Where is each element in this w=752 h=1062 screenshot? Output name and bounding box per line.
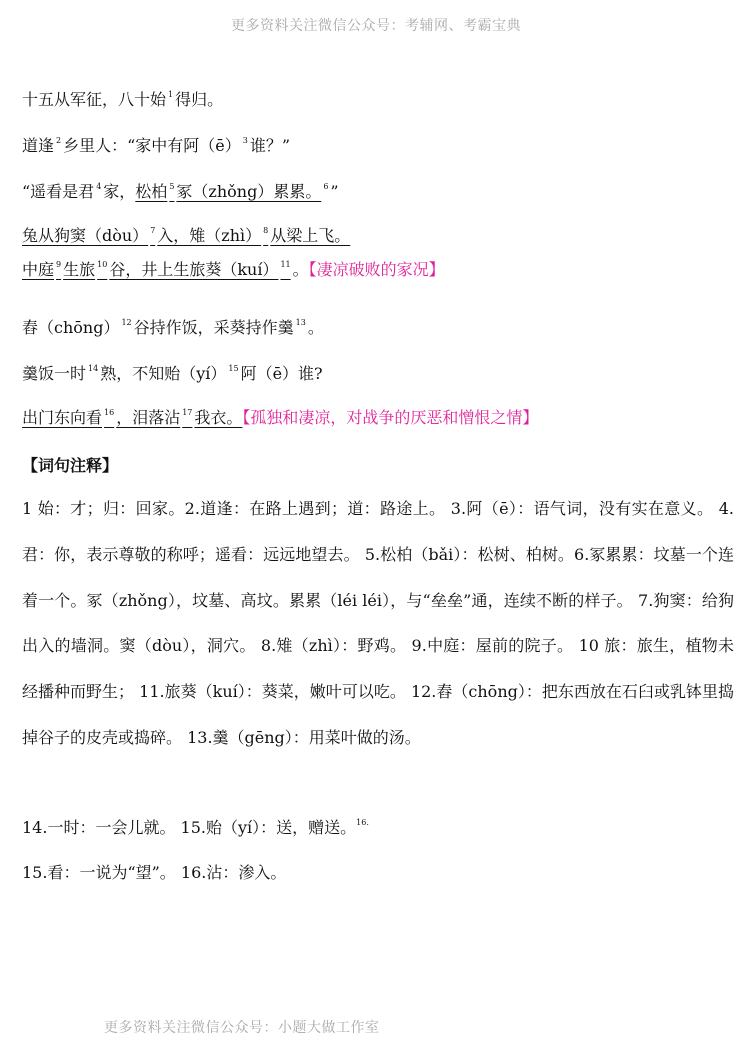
footnote-mark: 12 (121, 318, 132, 327)
footnote-mark: 10 (97, 260, 108, 269)
underlined-phrase: 中庭 $^9$ 生旅 $^{10}$ 谷，井上生旅葵（kuí） $^{11}$ (22, 260, 291, 279)
poem-line-8 (22, 407, 538, 429)
poem-line-1: 十五从军征，八十始 $^1$ 得归。 (22, 90, 224, 109)
footnote-mark: 3 (242, 136, 248, 145)
footnote-mark: 15 (228, 364, 239, 373)
notes-section-title: 【词句注释】 (22, 456, 119, 475)
footnote-mark: 4 (96, 182, 102, 191)
poem-line-5: 中庭 $^9$ 生旅 $^{10}$ 谷，井上生旅葵（kuí） $^{11}$ 。【凄凉破败的家况】 (22, 260, 445, 279)
footnote-mark: 1 (168, 90, 174, 99)
analysis-tag: 【孤独和凄凉，对战争的厌恶和憎恨之情】 (242, 408, 539, 427)
poem-line-7: 羹饭一时 $^{14}$ 熟，不知贻（yí） $^{15}$ 阿（ē）谁? (22, 364, 323, 383)
notes-line-15-16: 15.看：一说为“望”。 16.沾：渗入。 (22, 863, 287, 882)
footer-watermark-note: 更多资料关注微信公众号：小题大做工作室 (104, 1020, 380, 1036)
footnote-mark: 16. (356, 818, 369, 827)
footnote-mark: 17 (182, 408, 193, 417)
footnote-mark: 2 (56, 136, 62, 145)
poem-line-4: 兔从狗窦（dòu） $^7$ 入，雉（zhì） $^8$ 从梁上飞。 (22, 226, 351, 245)
footnote-mark: 11 (280, 260, 291, 269)
poem-line-6: 舂（chōng） $^{12}$ 谷持作饭，采葵持作羹 $^{13}$ 。 (22, 318, 324, 337)
underlined-phrase: 出门东向看 $^{16}$ ，泪落沾 $^{17}$ 我衣。 (22, 408, 243, 427)
notes-paragraph: 1 始：才；归：回家。2.道逢：在路上遇到；道：路途上。 3.阿（ē）：语气词，没有实在意义。 4.君：你，表示尊敬的称呼；遥看：远远地望去。 5.松柏（bǎi）：松树、柏树。6.冢累累：坟墓一个连着一个。冢（zhǒng），坟墓、高坟。累累（léi léi），与“垒垒”通，连续不断的样子。 7.狗窦：给狗出入的墙洞。窦（dòu），洞穴。 8.雉（zhì）：野鸡。 9.中庭：屋前的院子。 10 旅：旅生，植物未经播种而野生； 11.旅葵（kuí）：葵菜，嫩叶可以吃。 12.舂（chōng）：把东西放在石臼或乳钵里捣掉谷子的皮壳或捣碎。 13.羹（gēng）：用菜叶做的汤。 (22, 499, 734, 747)
footnote-mark: 5 (169, 182, 175, 191)
footnote-mark: 13 (295, 318, 306, 327)
analysis-tag: 【凄凉破败的家况】 (308, 260, 445, 279)
poem-line-2: 道逢 $^2$ 乡里人：“家中有阿（ē） $^3$ 谁？” (22, 136, 291, 155)
notes-line-14-15: 14.一时：一会儿就。 15.贻（yí）：送，赠送。$^{16.}$ (22, 818, 369, 837)
footnote-mark: 14 (88, 364, 99, 373)
footnote-mark: 16 (104, 408, 115, 417)
header-watermark-note: 更多资料关注微信公众号：考辅网、考霸宝典 (231, 18, 521, 34)
underlined-phrase: 松柏 $^5$ 冢（zhǒng）累累。 (135, 182, 322, 201)
poem-line-3: “遥看是君 $^4$ 家，松柏 $^5$ 冢（zhǒng）累累。 $^6$ ” (22, 182, 339, 201)
footnote-mark: 8 (263, 226, 269, 235)
footnote-mark: 6 (323, 182, 329, 191)
footnote-mark: 9 (56, 260, 62, 269)
footnote-mark: 7 (150, 226, 156, 235)
